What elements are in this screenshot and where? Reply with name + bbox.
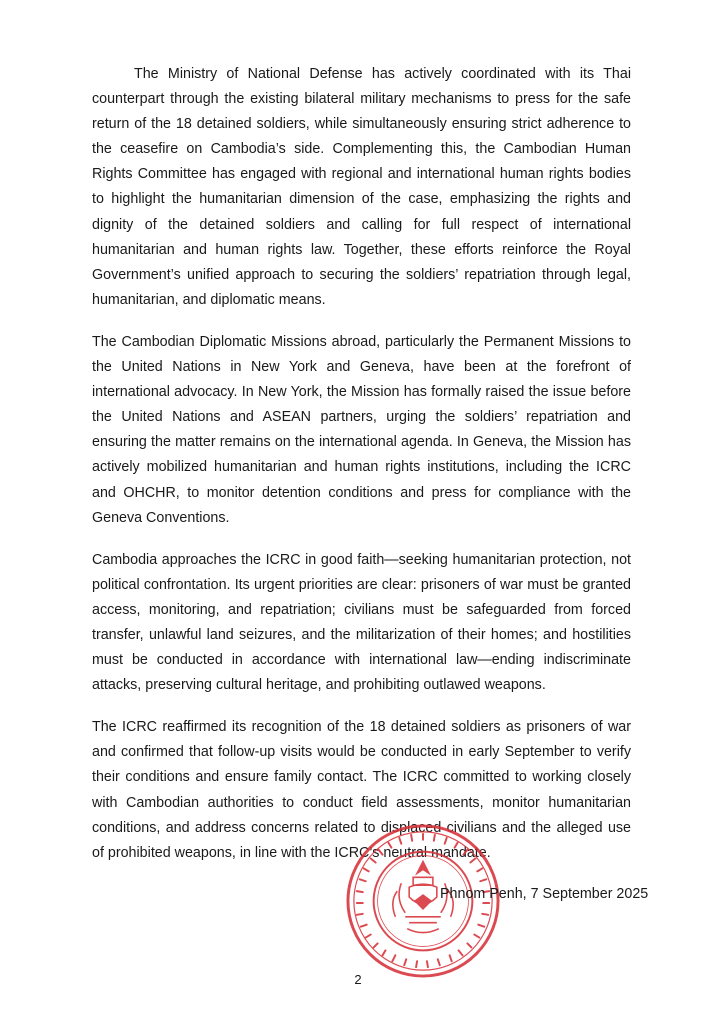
page-number: 2 bbox=[354, 972, 362, 987]
paragraph-icrc-recognition: The ICRC reaffirmed its recognition of the 18 detained soldiers as prisoners of war and confirmed that follow-up visits would be conducted in early September to verify their conditions and ensure family contact. The ICRC committed to working closely with Cambodian authorities to conduct field assessments, monitor humanitarian conditions, and address concerns related to displaced civilians and the alleged use of prohibited weapons, in line with the ICRC’s neutral mandate. bbox=[92, 719, 631, 861]
paragraph-diplomatic-missions: The Cambodian Diplomatic Missions abroad, particularly the Permanent Missions to the United Nations in New York and Geneva, have been at the forefront of international advocacy. In New York, the Mission has formally raised the issue before the United Nations and ASEAN partners, urging the soldiers’ repatriation and ensuring the matter remains on the international agenda. In Geneva, the Mission has actively mobilized humanitarian and human rights institutions, including the ICRC and OHCHR, to monitor detention conditions and press for compliance with the Geneva Conventions. bbox=[92, 333, 631, 526]
paragraph-cambodia-priorities: Cambodia approaches the ICRC in good faith—seeking humanitarian protection, not political confrontation. Its urgent priorities are clear: prisoners of war must be granted access, monitoring, and repatriation; civilians must be safeguarded from forced transfer, unlawful land seizures, and the militarization of their homes; and hostilities must be conducted in accordance with international law—ending indiscriminate attacks, preserving cultural heritage, and prohibiting outlawed weapons. bbox=[92, 551, 631, 694]
place-date: Phnom Penh, 7 September 2025 bbox=[440, 886, 649, 902]
document-body bbox=[92, 62, 631, 883]
paragraph-defense-coordination: The Ministry of National Defense has actively coordinated with its Thai counterpart through the existing bilateral military mechanisms to press for the safe return of the 18 detained soldiers, while simultaneously ensuring strict adherence to the ceasefire on Cambodia’s side. Complementing this, the Cambodian Human Rights Committee has engaged with regional and international human rights bodies to highlight the humanitarian dimension of the case, emphasizing the rights and dignity of the detained soldiers and calling for full respect of international humanitarian and human rights law. Together, these efforts reinforce the Royal Government’s unified approach to securing the soldiers’ repatriation through legal, humanitarian, and diplomatic means. bbox=[92, 66, 631, 308]
